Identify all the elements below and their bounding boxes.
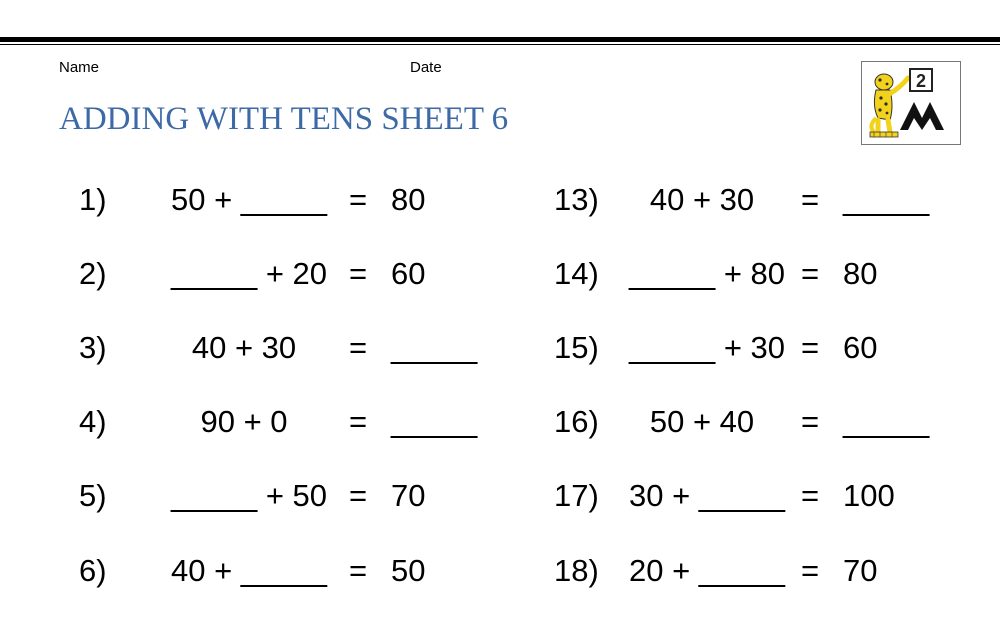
logo-m-mark [900,102,944,130]
problem-1 [79,178,479,222]
problem-expression: _____ + 20 [171,256,328,291]
problem-result: 50 [391,553,426,588]
problem-14 [554,252,954,296]
problem-number: 3) [79,330,107,365]
date-label: Date [410,59,442,76]
equals-sign: = [801,256,820,291]
problem-result: 100 [843,478,895,513]
problem-result: 70 [843,553,878,588]
logo [861,61,961,145]
problem-expression: 90 + 0 [200,404,288,439]
problem-18 [554,549,954,593]
problem-expression: 50 + 40 [649,404,755,439]
problem-result: 60 [391,256,426,291]
problem-expression: _____ + 50 [171,478,328,513]
equals-sign: = [801,330,820,365]
equals-sign: = [349,256,368,291]
equals-sign: = [349,330,368,365]
problem-expression: 30 + _____ [629,478,786,513]
problem-16 [554,400,954,444]
problem-3 [79,326,479,370]
problem-result: 60 [843,330,878,365]
equals-sign: = [801,404,820,439]
header-rule-thin [0,44,1000,45]
problem-number: 13) [554,182,599,217]
problem-5 [79,474,479,518]
equals-sign: = [349,553,368,588]
problem-number: 6) [79,553,107,588]
problem-4 [79,400,479,444]
problem-expression: 20 + _____ [629,553,786,588]
problem-number: 14) [554,256,599,291]
equals-sign: = [801,182,820,217]
problem-number: 16) [554,404,599,439]
problem-expression: _____ + 30 [629,330,786,365]
problem-number: 1) [79,182,107,217]
problem-result: 80 [843,256,878,291]
equals-sign: = [349,404,368,439]
problem-result: 70 [391,478,426,513]
problem-number: 18) [554,553,599,588]
problem-number: 2) [79,256,107,291]
problem-expression: 40 + _____ [171,553,328,588]
page-title: ADDING WITH TENS SHEET 6 [59,101,509,137]
equals-sign: = [349,478,368,513]
problem-number: 15) [554,330,599,365]
problem-result: _____ [391,404,478,439]
problem-expression: 40 + 30 [649,182,755,217]
problem-expression: _____ + 80 [629,256,786,291]
problem-15 [554,326,954,370]
problem-expression: 40 + 30 [191,330,297,365]
equals-sign: = [349,182,368,217]
name-label: Name [59,59,100,76]
logo-digit: 2 [915,71,927,91]
equals-sign: = [801,553,820,588]
problem-17 [554,474,954,518]
problem-result: _____ [391,330,478,365]
problem-number: 5) [79,478,107,513]
problem-13 [554,178,954,222]
problem-expression: 50 + _____ [171,182,328,217]
problem-number: 17) [554,478,599,513]
problem-result: _____ [843,182,930,217]
header-rule-thick [0,37,1000,42]
problem-2 [79,252,479,296]
problem-6 [79,549,479,593]
problem-result: 80 [391,182,426,217]
problem-number: 4) [79,404,107,439]
problem-result: _____ [843,404,930,439]
equals-sign: = [801,478,820,513]
